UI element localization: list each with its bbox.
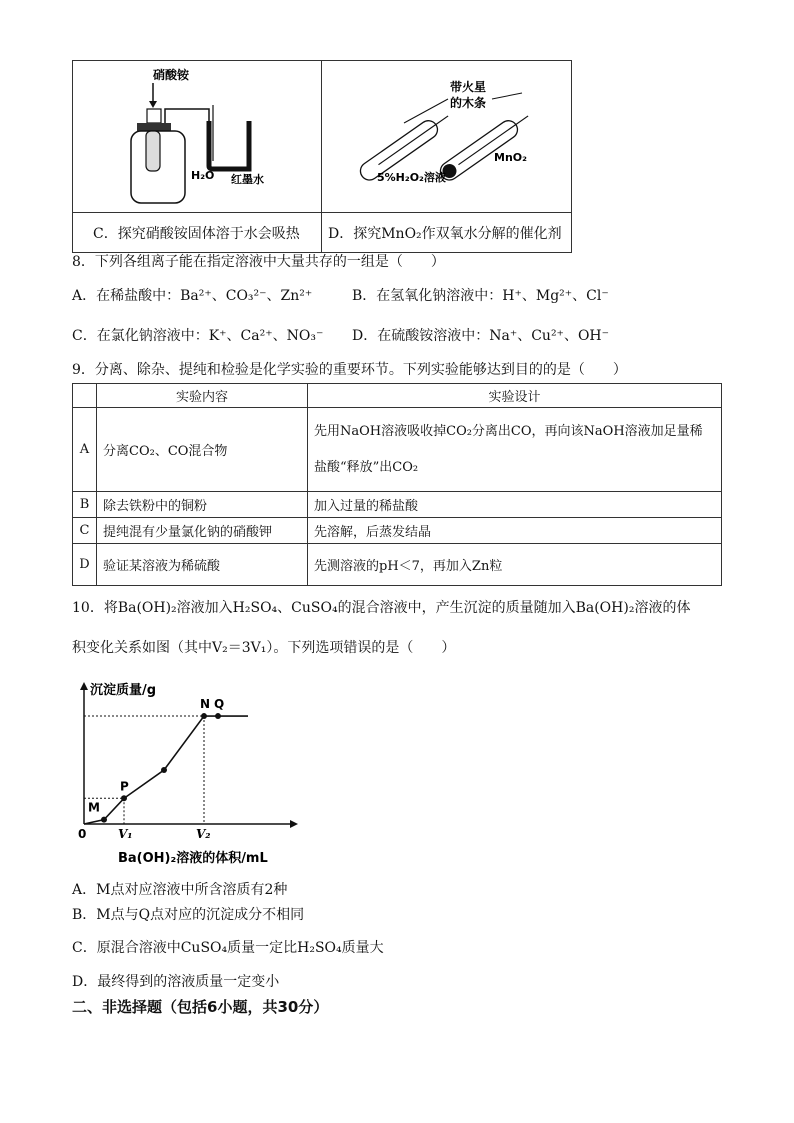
q8-stem: 8．下列各组离子能在指定溶液中大量共存的一组是（ ） — [72, 254, 445, 270]
x-tick-v2: V₂ — [196, 827, 211, 841]
fig-d-apparatus — [322, 61, 571, 208]
fig-d-cell — [322, 61, 572, 213]
fig-c-label-ink: 红墨水 — [231, 173, 264, 186]
q10-option-a: A．M点对应溶液中所含溶质有2种 — [72, 882, 288, 898]
fig-c-label-top: 硝酸铵 — [153, 68, 190, 82]
table-row: C 提纯混有少量氯化钠的硝酸钾 先溶解，后蒸发结晶 — [73, 518, 722, 544]
svg-text:的木条: 的木条 — [450, 96, 487, 110]
point-3 — [161, 767, 167, 773]
point-label-M: M — [88, 800, 100, 815]
caption-c: C．探究硝酸铵固体溶于水会吸热 — [73, 213, 322, 253]
x-axis-label: Ba(OH)₂溶液的体积/mL — [118, 851, 268, 866]
q10-chart — [72, 676, 302, 871]
section-2-heading: 二、非选择题（包括6小题，共30分） — [72, 998, 329, 1016]
point-label-P: P — [120, 779, 129, 794]
point-Q — [215, 713, 221, 719]
q8-option-d: D．在硫酸铵溶液中：Na⁺、Cu²⁺、OH⁻ — [352, 328, 610, 344]
x-tick-0: 0 — [78, 827, 87, 841]
point-label-N: N — [200, 697, 211, 712]
q10-stem-1: 10．将Ba(OH)₂溶液加入H₂SO₄、CuSO₄的混合溶液中，产生沉淀的质量随加入Ba(OH)₂溶液的体 — [72, 600, 691, 616]
table-row: B 除去铁粉中的铜粉 加入过量的稀盐酸 — [73, 492, 722, 518]
table-row: A 分离CO₂、CO混合物 先用NaOH溶液吸收掉CO₂分离出CO，再向该NaOH溶液加足量稀盐酸“释放”出CO₂ — [73, 408, 722, 492]
point-P — [121, 795, 127, 801]
x-tick-v1: V₁ — [118, 827, 133, 841]
fig-c-label-water: H₂O — [191, 169, 215, 182]
fig-d-label-stick: 带火星 — [450, 80, 487, 94]
q10-stem-2: 积变化关系如图（其中V₂＝3V₁）。下列选项错误的是（ ） — [72, 640, 456, 656]
q8-option-c: C．在氯化钠溶液中：K⁺、Ca²⁺、NO₃⁻ — [72, 328, 324, 344]
q10-option-b: B．M点与Q点对应的沉淀成分不相同 — [72, 907, 305, 923]
q9-stem: 9．分离、除杂、提纯和检验是化学实验的重要环节。下列实验能够达到目的的是（ ） — [72, 362, 627, 378]
point-M — [101, 817, 107, 823]
point-N — [201, 713, 207, 719]
q8-option-a: A．在稀盐酸中：Ba²⁺、CO₃²⁻、Zn²⁺ — [72, 288, 313, 304]
q9-table — [72, 383, 722, 586]
q8-option-b: B．在氢氧化钠溶液中：H⁺、Mg²⁺、Cl⁻ — [352, 288, 609, 304]
q10-option-d: D．最终得到的溶液质量一定变小 — [72, 974, 280, 990]
y-axis-label: 沉淀质量/g — [90, 683, 157, 698]
fig-d-label-mno2: MnO₂ — [494, 151, 527, 164]
fig-c-apparatus — [73, 61, 321, 208]
point-label-Q: Q — [214, 697, 225, 712]
fig-d-label-solution: 5%H₂O₂溶液 — [377, 171, 446, 184]
q9-header-content: 实验内容 — [97, 384, 308, 408]
q9-header-design: 实验设计 — [308, 384, 722, 408]
caption-d: D．探究MnO₂作双氧水分解的催化剂 — [322, 213, 572, 253]
q7-figure-table — [72, 60, 572, 253]
table-row: D 验证某溶液为稀硫酸 先测溶液的pH＜7，再加入Zn粒 — [73, 544, 722, 586]
fig-c-cell — [73, 61, 322, 213]
q10-option-c: C．原混合溶液中CuSO₄质量一定比H₂SO₄质量大 — [72, 940, 384, 956]
